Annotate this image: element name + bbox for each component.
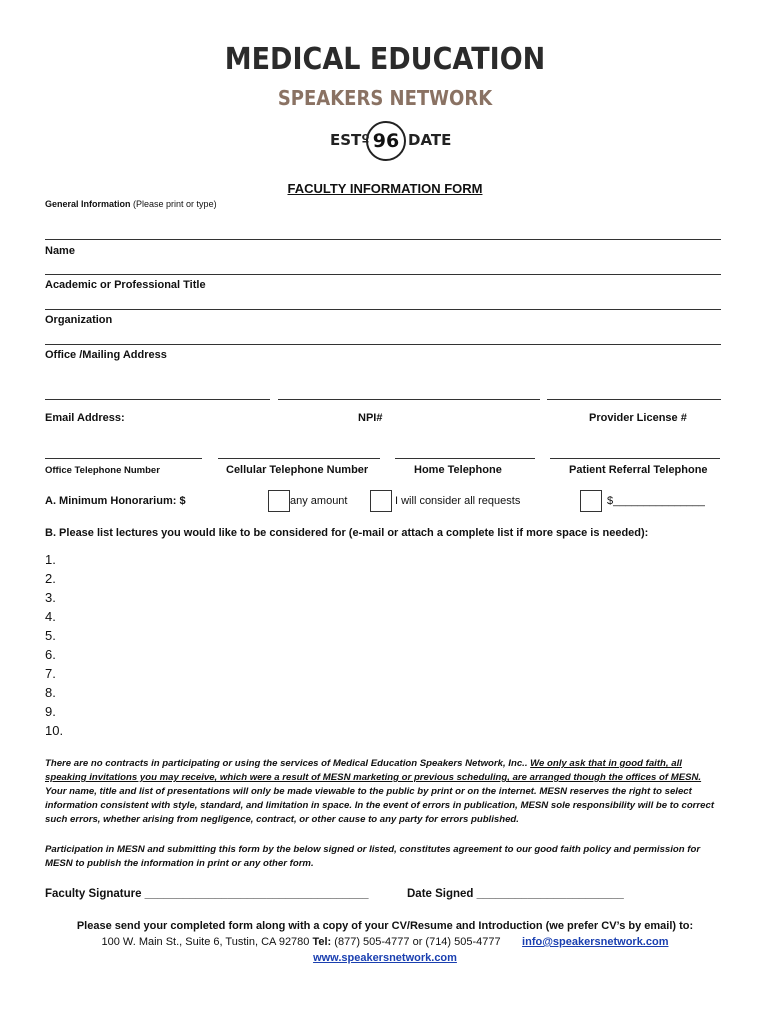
lecture-item[interactable]: 9. — [45, 704, 56, 719]
footer-tel-label: Tel: — [312, 936, 332, 948]
participation-paragraph: Participation in MESN and submitting this form by the below signed or listed, constitutes agreement to our good faith policy and permission for MESN to publish the information in print or any other form. — [45, 844, 701, 869]
date-signed-field[interactable]: Date Signed _______________________ — [407, 888, 624, 900]
lecture-item[interactable]: 6. — [45, 647, 56, 662]
home-phone-label: Home Telephone — [414, 464, 502, 476]
footer-tel: (877) 505-4777 or (714) 505-4777 — [334, 936, 501, 948]
logo-subtitle: SPEAKERS NETWORK — [277, 86, 493, 110]
lecture-item[interactable]: 1. — [45, 552, 56, 567]
faculty-signature-field[interactable]: Faculty Signature ___________________________________ — [45, 888, 369, 900]
organization-field[interactable] — [45, 309, 721, 310]
title-label: Academic or Professional Title — [45, 279, 206, 291]
organization-label: Organization — [45, 314, 113, 326]
logo-title: MEDICAL EDUCATION — [224, 42, 546, 77]
cell-phone-label: Cellular Telephone Number — [226, 464, 369, 476]
any-amount-checkbox[interactable] — [268, 490, 290, 512]
home-phone-field[interactable] — [395, 458, 535, 459]
email-label: Email Address: — [45, 412, 125, 424]
npi-field[interactable] — [278, 399, 540, 400]
address-label: Office /Mailing Address — [45, 349, 167, 361]
footer-address: 100 W. Main St., Suite 6, Tustin, CA 92780 — [101, 936, 310, 948]
email-field[interactable] — [45, 399, 270, 400]
dollar-amount-field[interactable]: $_______________ — [607, 495, 705, 507]
referral-phone-field[interactable] — [550, 458, 720, 459]
name-label: Name — [45, 245, 75, 257]
form-title: FACULTY INFORMATION FORM — [287, 181, 483, 196]
honorarium-label: A. Minimum Honorarium: $ — [45, 495, 186, 507]
cell-phone-field[interactable] — [218, 458, 380, 459]
policy-text-underlined: We only ask that in good faith, all speaking invitations you may receive, which were a result of MESN marketing or previous scheduling, are arranged though the offices of MESN. — [45, 758, 702, 783]
referral-phone-label: Patient Referral Telephone — [569, 464, 708, 476]
license-field[interactable] — [547, 399, 721, 400]
license-label: Provider License # — [589, 412, 687, 424]
footer-email-link[interactable]: info@speakersnetwork.com — [522, 936, 669, 948]
lecture-item[interactable]: 8. — [45, 685, 56, 700]
logo-est-date — [0, 121, 770, 161]
logo-est: ESTº — [330, 131, 370, 149]
policy-text-b: Your name, title and list of presentations will only be made viewable to the public by print or on the internet. MESN reserves the right to select information consistent with style, standard, and limitation in space. In the event of errors in publication, MESN sole responsibility will be to correct such errors, whether arising from negligence, contract, or other cause to any party for errors published. — [45, 786, 715, 825]
policy-text-a: There are no contracts in participating or using the services of Medical Education Speakers Network, Inc.. — [45, 758, 531, 769]
logo-date: DATE — [408, 131, 452, 149]
lecture-item[interactable]: 5. — [45, 628, 56, 643]
lecture-item[interactable]: 10. — [45, 723, 64, 738]
lectures-prompt: B. Please list lectures you would like to be considered for (e-mail or attach a complete list if more space is needed): — [45, 527, 649, 539]
lecture-list — [45, 550, 63, 740]
npi-label: NPI# — [358, 412, 383, 424]
dollar-amount-checkbox[interactable] — [580, 490, 602, 512]
general-info-label: General Information — [45, 199, 131, 209]
lecture-item[interactable]: 4. — [45, 609, 56, 624]
footer-contact — [0, 936, 770, 948]
policy-paragraph — [45, 757, 725, 827]
lecture-item[interactable]: 2. — [45, 571, 56, 586]
general-info — [45, 199, 217, 209]
any-amount-label: any amount — [290, 495, 348, 507]
footer-website-link[interactable]: www.speakersnetwork.com — [313, 952, 457, 964]
consider-all-checkbox[interactable] — [370, 490, 392, 512]
lecture-item[interactable]: 3. — [45, 590, 56, 605]
general-info-note: (Please print or type) — [133, 199, 217, 209]
office-phone-field[interactable] — [45, 458, 202, 459]
office-phone-label: Office Telephone Number — [45, 465, 160, 476]
footer-website-row — [0, 952, 770, 964]
logo-96-badge: 96 — [366, 121, 406, 161]
footer-instructions: Please send your completed form along with a copy of your CV/Resume and Introduction (we prefer CV’s by email) to: — [76, 920, 694, 932]
address-field[interactable] — [45, 344, 721, 345]
title-field[interactable] — [45, 274, 721, 275]
lecture-item[interactable]: 7. — [45, 666, 56, 681]
consider-all-label: I will consider all requests — [395, 495, 521, 507]
name-field[interactable] — [45, 239, 721, 240]
